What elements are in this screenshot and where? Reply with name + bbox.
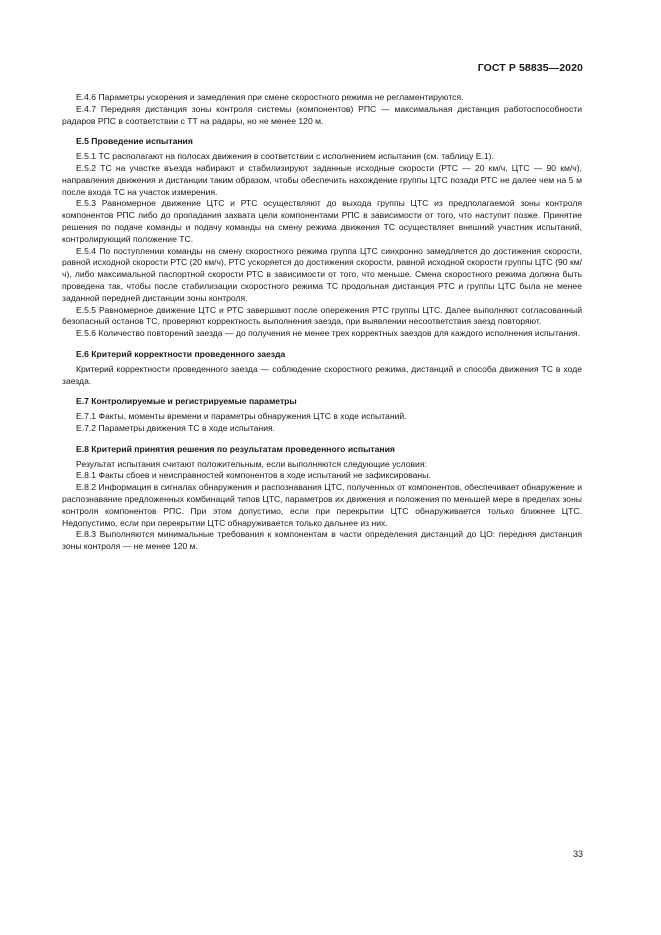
page-number: 33	[572, 849, 583, 859]
paragraph-e-6: Критерий корректности проведенного заезда — соблюдение скоростного режима, дистанций и способа движения ТС в ходе заезда.	[62, 363, 582, 386]
section-heading-e-7: Е.7 Контролируемые и регистрируемые параметры	[76, 396, 297, 407]
paragraph-e-8-1: Е.8.1 Факты сбоев и неисправностей компонентов в ходе испытаний не зафиксированы.	[76, 470, 431, 481]
paragraph-e-5-3: Е.5.3 Равномерное движение ЦТС и РТС осуществляют до выхода группы ЦТС из предполагаемой зоны контроля компонентов РПС либо до пропадания захвата цели компонентами РПС в зависимости от того, что наступит позже. Принятие решения по подаче команды и подачу команды на смену режима движения ТС осуществляет внешний участник испытаний, контролирующий положение ТС.	[62, 198, 582, 244]
document-code: ГОСТ Р 58835—2020	[477, 62, 583, 74]
paragraph-e-8-2: Е.8.2 Информация в сигналах обнаружения и распознавания ЦТС, полученных от компонентов, обеспечивает обнаружение и распознавание предложенных комбинаций типов ЦТС, параметров их движения и положения по меньшей мере в пределах зоны контроля компонентов РПС. При этом допустимо, если при перекрытии ЦТС обнаруживается только ближнее ЦТС. Недопустимо, если при перекрытии ЦТС обнаруживается только дальнее из них.	[62, 482, 582, 528]
paragraph-e-7-2: Е.7.2 Параметры движения ТС в ходе испытания.	[76, 422, 276, 433]
paragraph-e-5-6: Е.5.6 Количество повторений заезда — до получения не менее трех корректных заездов для каждого исполнения испытания.	[76, 328, 581, 339]
document-body	[62, 92, 582, 553]
paragraph-e-4-7: Е.4.7 Передняя дистанция зоны контроля системы (компонентов) РПС — максимальная дистанция работоспособности радаров РПС в соответствии с ТТ на радары, но не менее 120 м.	[62, 103, 582, 126]
paragraph-e-5-5: Е.5.5 Равномерное движение ЦТС и РТС завершают после опережения РТС группы ЦТС. Далее выполняют согласованный безопасный останов ТС, проверяют корректность выполнения заезда, при выявлении несоответствия заезд повторяют.	[62, 304, 582, 327]
paragraph-e-7-1: Е.7.1 Факты, моменты времени и параметры обнаружения ЦТС в ходе испытаний.	[76, 411, 407, 422]
paragraph-e-4-6: Е.4.6 Параметры ускорения и замедления при смене скоростного режима не регламентируются.	[76, 92, 464, 102]
section-heading-e-5: Е.5 Проведение испытания	[76, 136, 193, 147]
section-heading-e-8: Е.8 Критерий принятия решения по результатам проведенного испытания	[76, 443, 395, 454]
paragraph-e-5-1: Е.5.1 ТС располагают на полосах движения в соответствии с исполнением испытания (см. таблицу Е.1).	[76, 151, 494, 162]
paragraph-e-5-2: Е.5.2 ТС на участке въезда набирают и стабилизируют заданные исходные скорости (РТС — 20 км/ч, ЦТС — 90 км/ч), направления движения и дистанции таким образом, чтобы обеспечить нахождение группы ЦТС позади РТС не далее чем на 5 м после входа ТС на участок измерения.	[62, 162, 582, 197]
paragraph-e-8-3: Е.8.3 Выполняются минимальные требования к компонентам в части определения дистанций до ЦО: передняя дистанция зоны контроля — не менее 120 м.	[62, 529, 582, 552]
paragraph-e-5-4: Е.5.4 По поступлении команды на смену скоростного режима группа ЦТС синхронно замедляется до достижения скорости, равной исходной скорости РТС (20 км/ч), РТС ускоряется до достижения скорости, равной исходной скорости группы ЦТС (90 км/ч), либо максимальной паспортной скорости РТС в зависимости от того, что меньше. Смена скоростного режима должна быть проведена так, чтобы после стабилизации скоростного режима ТС продольная дистанция РТС и группы ЦТС была не менее заданной передней дистанции зоны контроля.	[62, 245, 582, 303]
paragraph-e-8-intro: Результат испытания считают положительным, если выполняются следующие условия:	[76, 458, 427, 469]
section-heading-e-6: Е.6 Критерий корректности проведенного заезда	[76, 348, 286, 359]
